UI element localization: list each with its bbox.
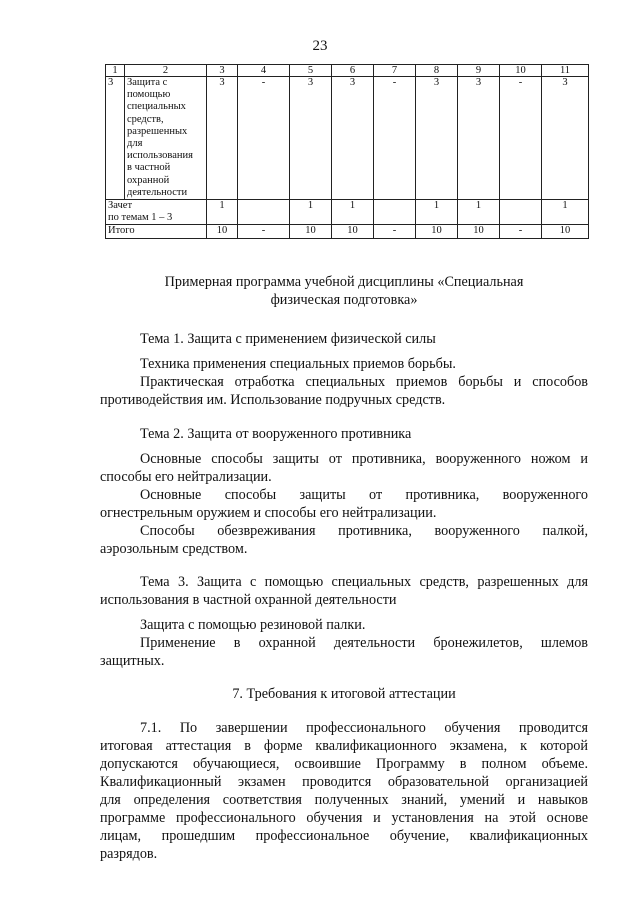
cell-line: охранной — [127, 174, 170, 186]
paragraph: Практическая отработка специальных приемов борьбы и способов — [140, 374, 588, 390]
cell-line: в частной — [127, 162, 171, 174]
topic-3-title: Тема 3. Защита с помощью специальных средств, разрешенных для — [140, 574, 588, 590]
value-cell: - — [500, 77, 542, 200]
topic-name-cell — [125, 77, 207, 200]
value-cell: 3 — [332, 77, 374, 200]
paragraph: Основные способы защиты от противника, вооруженного — [140, 487, 588, 503]
value-cell: - — [238, 225, 290, 238]
value-cell: 10 — [290, 225, 332, 238]
page-number: 23 — [312, 38, 328, 54]
table-row — [106, 200, 589, 225]
paragraph: огнестрельным оружием и способы его нейтрализации. — [100, 505, 437, 521]
value-cell: 10 — [416, 225, 458, 238]
cell-line: средств, — [127, 113, 164, 125]
topic-1-title: Тема 1. Защита с применением физической силы — [140, 331, 436, 347]
header-cell: 1 — [106, 65, 125, 77]
cell-line: для — [127, 138, 143, 150]
value-cell: 10 — [207, 225, 238, 238]
header-cell: 7 — [374, 65, 416, 77]
value-cell: 1 — [290, 200, 332, 225]
topic-3-title: использования в частной охранной деятельности — [100, 592, 397, 608]
header-cell: 3 — [207, 65, 238, 77]
paragraph: Квалификационный экзамен проводится образовательной организацией — [100, 774, 588, 790]
value-cell — [238, 200, 290, 225]
program-title-line: Примерная программа учебной дисциплины «Специальная — [164, 274, 524, 290]
value-cell: 3 — [458, 77, 500, 200]
table-row — [106, 225, 589, 238]
value-cell: 10 — [332, 225, 374, 238]
table-row — [106, 77, 589, 200]
paragraph: итоговая аттестация в форме квалификационного экзамена, к которой — [100, 738, 588, 754]
paragraph: лицам, прошедшим профессиональное обучение, квалификационных — [100, 828, 588, 844]
header-cell: 9 — [458, 65, 500, 77]
header-cell: 8 — [416, 65, 458, 77]
value-cell: 1 — [458, 200, 500, 225]
paragraph: способы его нейтрализации. — [100, 469, 272, 485]
paragraph: для определения соответствия полученных знаний, умений и навыков — [100, 792, 588, 808]
header-cell: 6 — [332, 65, 374, 77]
value-cell: - — [238, 77, 290, 200]
cell-line: специальных — [127, 101, 186, 113]
paragraph: Способы обезвреживания противника, вооруженного палкой, — [140, 523, 588, 539]
section-7-title: 7. Требования к итоговой аттестации — [232, 686, 456, 702]
value-cell: 10 — [458, 225, 500, 238]
value-cell: - — [374, 225, 416, 238]
topic-name-cell — [106, 200, 207, 225]
cell-line: использования — [127, 150, 193, 162]
value-cell: 3 — [416, 77, 458, 200]
header-cell: 4 — [238, 65, 290, 77]
table-header-row — [106, 65, 589, 77]
paragraph: защитных. — [100, 653, 165, 669]
value-cell — [500, 200, 542, 225]
value-cell: 1 — [207, 200, 238, 225]
value-cell: - — [374, 77, 416, 200]
header-cell: 10 — [500, 65, 542, 77]
header-cell: 5 — [290, 65, 332, 77]
value-cell: 1 — [332, 200, 374, 225]
cell-line: разрешенных — [127, 125, 188, 137]
topic-2-title: Тема 2. Защита от вооруженного противника — [140, 426, 412, 442]
header-cell: 11 — [542, 65, 589, 77]
program-title-line: физическая подготовка» — [270, 292, 418, 308]
cell-line: деятельности — [127, 186, 188, 198]
value-cell: 3 — [542, 77, 589, 200]
paragraph: Техника применения специальных приемов борьбы. — [140, 356, 456, 372]
paragraph: программе профессионального обучения и установления на этой основе — [100, 810, 588, 826]
value-cell: 1 — [416, 200, 458, 225]
value-cell: - — [500, 225, 542, 238]
paragraph: противодействия им. Использование подручных средств. — [100, 392, 446, 408]
value-cell: 3 — [290, 77, 332, 200]
paragraph: Основные способы защиты от противника, вооруженного ножом и — [140, 451, 588, 467]
paragraph: 7.1. По завершении профессионального обучения проводится — [140, 720, 588, 736]
paragraph: допускаются обучающиеся, освоившие Программу в полном объеме. — [100, 756, 588, 772]
paragraph: разрядов. — [100, 846, 158, 862]
total-label-cell: Итого — [106, 225, 207, 238]
paragraph: аэрозольным средством. — [100, 541, 248, 557]
row-number: 3 — [106, 77, 125, 200]
paragraph: Применение в охранной деятельности бронежилетов, шлемов — [140, 635, 588, 651]
value-cell: 1 — [542, 200, 589, 225]
cell-line: Защита с — [127, 77, 168, 88]
header-cell: 2 — [125, 65, 207, 77]
value-cell — [374, 200, 416, 225]
hours-table — [105, 64, 589, 239]
cell-line: помощью — [127, 89, 171, 101]
paragraph: Защита с помощью резиновой палки. — [140, 617, 366, 633]
value-cell: 10 — [542, 225, 589, 238]
cell-line: Зачет — [108, 200, 133, 212]
cell-line: по темам 1 – 3 — [108, 212, 173, 224]
value-cell: 3 — [207, 77, 238, 200]
